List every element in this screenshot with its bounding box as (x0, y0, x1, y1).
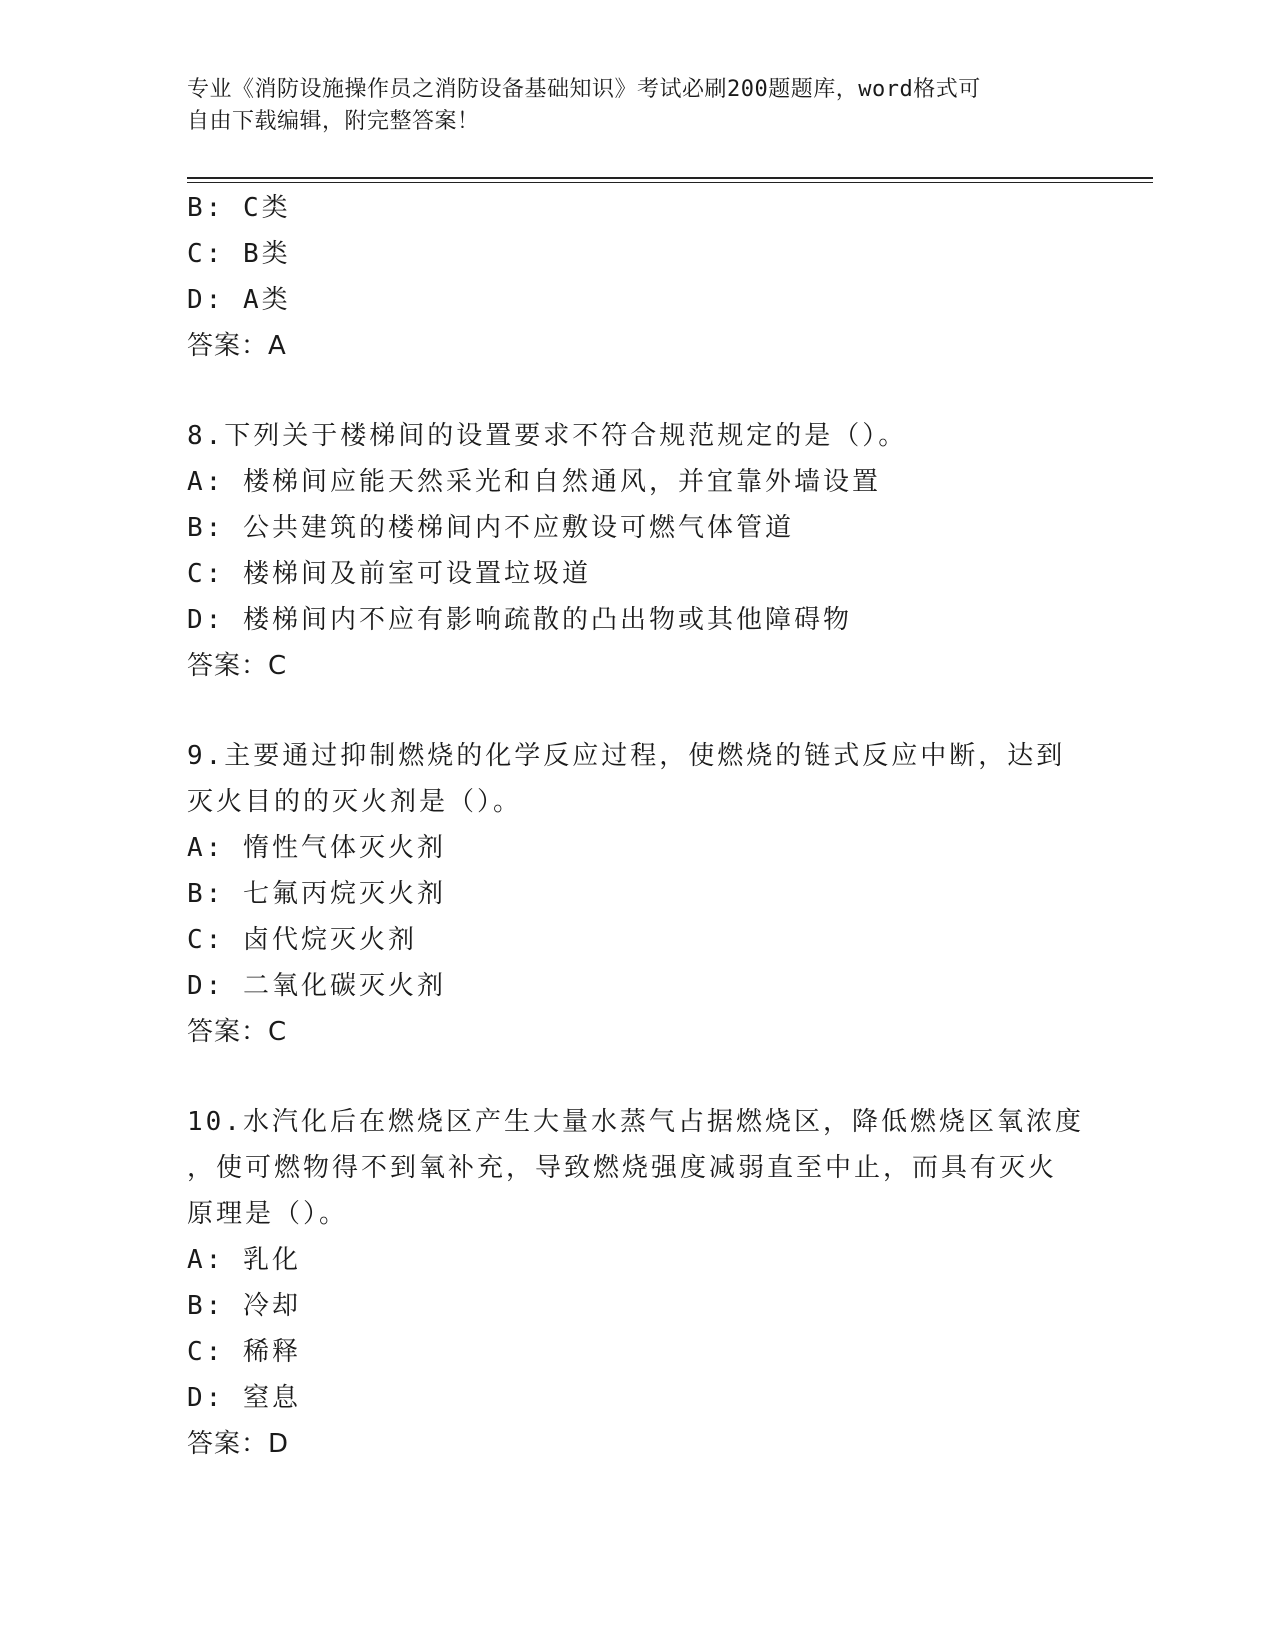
header-title-line-1: 专业《消防设施操作员之消防设备基础知识》考试必刷200题题库，word格式可 (187, 77, 981, 102)
question-8 (187, 413, 1087, 689)
answer-line: 答案：A (187, 331, 287, 361)
question-list (187, 185, 1087, 1467)
option-b: B: 公共建筑的楼梯间内不应敷设可燃气体管道 (187, 513, 794, 543)
option-d: D: 二氧化碳灭火剂 (187, 971, 446, 1001)
question-stem: 灭火目的的灭火剂是（）。 (187, 787, 523, 817)
option-d: D: A类 (187, 285, 291, 315)
question-stem: 原理是（）。 (187, 1199, 349, 1229)
option-a: A: 乳化 (187, 1245, 301, 1275)
question-10 (187, 1099, 1087, 1467)
option-c: C: B类 (187, 239, 291, 269)
header-title-line-2: 自由下载编辑，附完整答案！ (187, 109, 480, 134)
option-d: D: 窒息 (187, 1383, 301, 1413)
answer-line: 答案：D (187, 1429, 290, 1459)
option-c: C: 稀释 (187, 1337, 301, 1367)
option-a: A: 楼梯间应能天然采光和自然通风，并宜靠外墙设置 (187, 467, 881, 497)
document-header (187, 74, 1067, 138)
question-stem: ，使可燃物得不到氧补充，导致燃烧强度减弱直至中止，而具有灭火 (187, 1153, 1058, 1183)
option-c: C: 楼梯间及前室可设置垃圾道 (187, 559, 591, 589)
option-d: D: 楼梯间内不应有影响疏散的凸出物或其他障碍物 (187, 605, 852, 635)
question-stem: 8.下列关于楼梯间的设置要求不符合规范规定的是（）。 (187, 421, 908, 451)
option-c: C: 卤代烷灭火剂 (187, 925, 417, 955)
answer-line: 答案：C (187, 1017, 288, 1047)
header-divider (187, 177, 1153, 183)
question-7-continued (187, 185, 1087, 369)
option-b: B: 冷却 (187, 1291, 301, 1321)
spacer (187, 369, 1087, 413)
question-stem: 9.主要通过抑制燃烧的化学反应过程，使燃烧的链式反应中断，达到 (187, 741, 1066, 771)
spacer (187, 689, 1087, 733)
answer-line: 答案：C (187, 651, 288, 681)
question-stem: 10.水汽化后在燃烧区产生大量水蒸气占据燃烧区，降低燃烧区氧浓度 (187, 1107, 1084, 1137)
option-b: B: 七氟丙烷灭火剂 (187, 879, 446, 909)
question-9 (187, 733, 1087, 1055)
option-b: B: C类 (187, 193, 291, 223)
option-a: A: 惰性气体灭火剂 (187, 833, 446, 863)
spacer (187, 1055, 1087, 1099)
